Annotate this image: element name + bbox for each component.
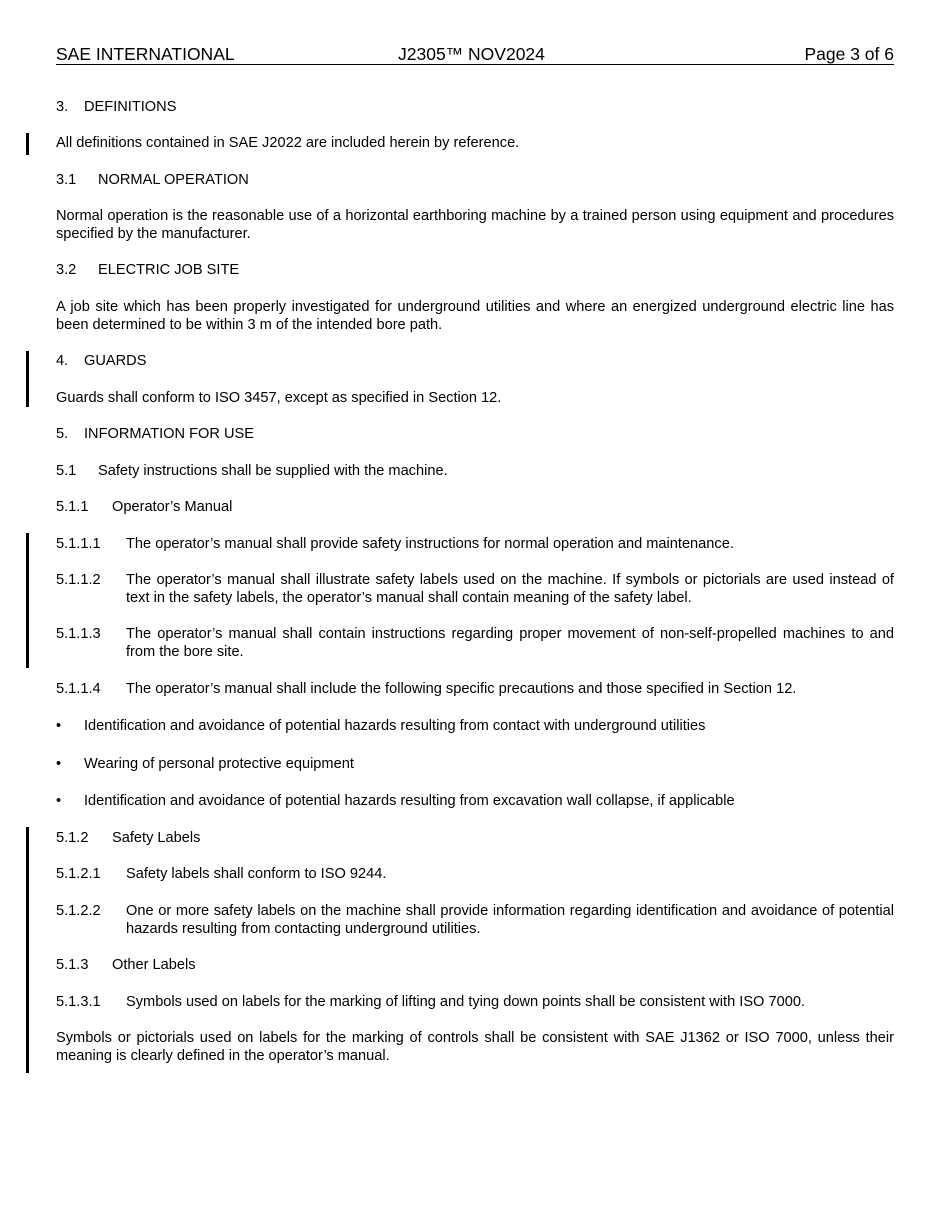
list-item bbox=[56, 792, 894, 810]
section-title: Operator’s Manual bbox=[112, 499, 233, 515]
section-title: GUARDS bbox=[84, 353, 147, 369]
clause-number: 5.1.1.4 bbox=[56, 681, 101, 697]
section-number: 5.1.3 bbox=[56, 957, 89, 973]
paragraph: A job site which has been properly investigated for underground utilities and where an energized underground electric line has been determined to be within 3 m of the intended bore path. bbox=[56, 299, 894, 333]
section-number: 5. bbox=[56, 426, 69, 442]
change-bar bbox=[26, 533, 29, 668]
section-title: Safety Labels bbox=[112, 830, 201, 846]
numbered-clause bbox=[56, 993, 894, 1011]
paragraph: Guards shall conform to ISO 3457, except as specified in Section 12. bbox=[56, 390, 502, 406]
section-heading bbox=[56, 956, 894, 974]
header-page-number: Page 3 of 6 bbox=[804, 44, 894, 64]
section-title: DEFINITIONS bbox=[84, 99, 177, 115]
clause-number: 5.1.2.2 bbox=[56, 903, 101, 919]
section-number: 5.1.2 bbox=[56, 830, 89, 846]
clause-text: Safety instructions shall be supplied with the machine. bbox=[98, 463, 448, 479]
clause-number: 5.1.3.1 bbox=[56, 994, 101, 1010]
section-number: 5.1.1 bbox=[56, 499, 89, 515]
numbered-clause bbox=[56, 462, 894, 480]
section-number: 4. bbox=[56, 353, 69, 369]
section-title: ELECTRIC JOB SITE bbox=[98, 262, 240, 278]
clause-number: 5.1.2.1 bbox=[56, 866, 101, 882]
numbered-clause bbox=[56, 535, 894, 553]
header-doc-id: J2305™ NOV2024 bbox=[398, 44, 545, 64]
section-number: 3. bbox=[56, 99, 69, 115]
section-heading bbox=[56, 98, 894, 116]
section-heading bbox=[56, 425, 894, 443]
clause-number: 5.1.1.3 bbox=[56, 626, 101, 642]
bullet-icon: • bbox=[56, 793, 62, 809]
page-header bbox=[56, 44, 894, 65]
paragraph: All definitions contained in SAE J2022 are included herein by reference. bbox=[56, 135, 520, 151]
change-bar bbox=[26, 827, 29, 1073]
clause-text: One or more safety labels on the machine shall provide information regarding identification and avoidance of potential hazards resulting from contacting underground utilities. bbox=[126, 903, 894, 937]
numbered-clause bbox=[56, 625, 894, 661]
section-title: NORMAL OPERATION bbox=[98, 172, 249, 188]
paragraph: Normal operation is the reasonable use of a horizontal earthboring machine by a trained person using equipment and procedures specified by the manufacturer. bbox=[56, 208, 894, 242]
clause-text: The operator’s manual shall provide safety instructions for normal operation and maintenance. bbox=[126, 536, 734, 552]
bullet-icon: • bbox=[56, 756, 62, 772]
clause-text: The operator’s manual shall illustrate safety labels used on the machine. If symbols or pictorials are used instead of text in the safety labels, the operator’s manual shall contain meaning of the safety label. bbox=[126, 572, 894, 606]
clause-number: 5.1.1.2 bbox=[56, 572, 101, 588]
clause-text: Symbols used on labels for the marking of lifting and tying down points shall be consistent with ISO 7000. bbox=[126, 994, 805, 1010]
section-number: 3.1 bbox=[56, 172, 77, 188]
section-title: Other Labels bbox=[112, 957, 196, 973]
section-number: 3.2 bbox=[56, 262, 77, 278]
list-item bbox=[56, 717, 894, 735]
numbered-clause bbox=[56, 902, 894, 938]
paragraph: Symbols or pictorials used on labels for the marking of controls shall be consistent with SAE J1362 or ISO 7000, unless their meaning is clearly defined in the operator’s manual. bbox=[56, 1030, 894, 1064]
section-heading bbox=[56, 498, 894, 516]
change-bar bbox=[26, 133, 29, 155]
change-bar bbox=[26, 351, 29, 407]
numbered-clause bbox=[56, 865, 894, 883]
list-item-text: Identification and avoidance of potential hazards resulting from contact with underground utilities bbox=[84, 718, 706, 734]
clause-text: The operator’s manual shall contain instructions regarding proper movement of non-self-propelled machines to and from the bore site. bbox=[126, 626, 894, 660]
clause-number: 5.1.1.1 bbox=[56, 536, 101, 552]
section-heading bbox=[56, 352, 894, 370]
clause-number: 5.1 bbox=[56, 463, 77, 479]
clause-text: The operator’s manual shall include the following specific precautions and those specified in Section 12. bbox=[126, 681, 797, 697]
bullet-icon: • bbox=[56, 718, 62, 734]
list-item-text: Wearing of personal protective equipment bbox=[84, 756, 354, 772]
list-item bbox=[56, 755, 894, 773]
section-heading bbox=[56, 829, 894, 847]
list-item-text: Identification and avoidance of potential hazards resulting from excavation wall collapse, if applicable bbox=[84, 793, 735, 809]
clause-text: Safety labels shall conform to ISO 9244. bbox=[126, 866, 387, 882]
section-title: INFORMATION FOR USE bbox=[84, 426, 254, 442]
numbered-clause bbox=[56, 680, 894, 698]
header-org: SAE INTERNATIONAL bbox=[56, 44, 235, 64]
section-heading bbox=[56, 261, 894, 279]
numbered-clause bbox=[56, 571, 894, 607]
section-heading bbox=[56, 171, 894, 189]
